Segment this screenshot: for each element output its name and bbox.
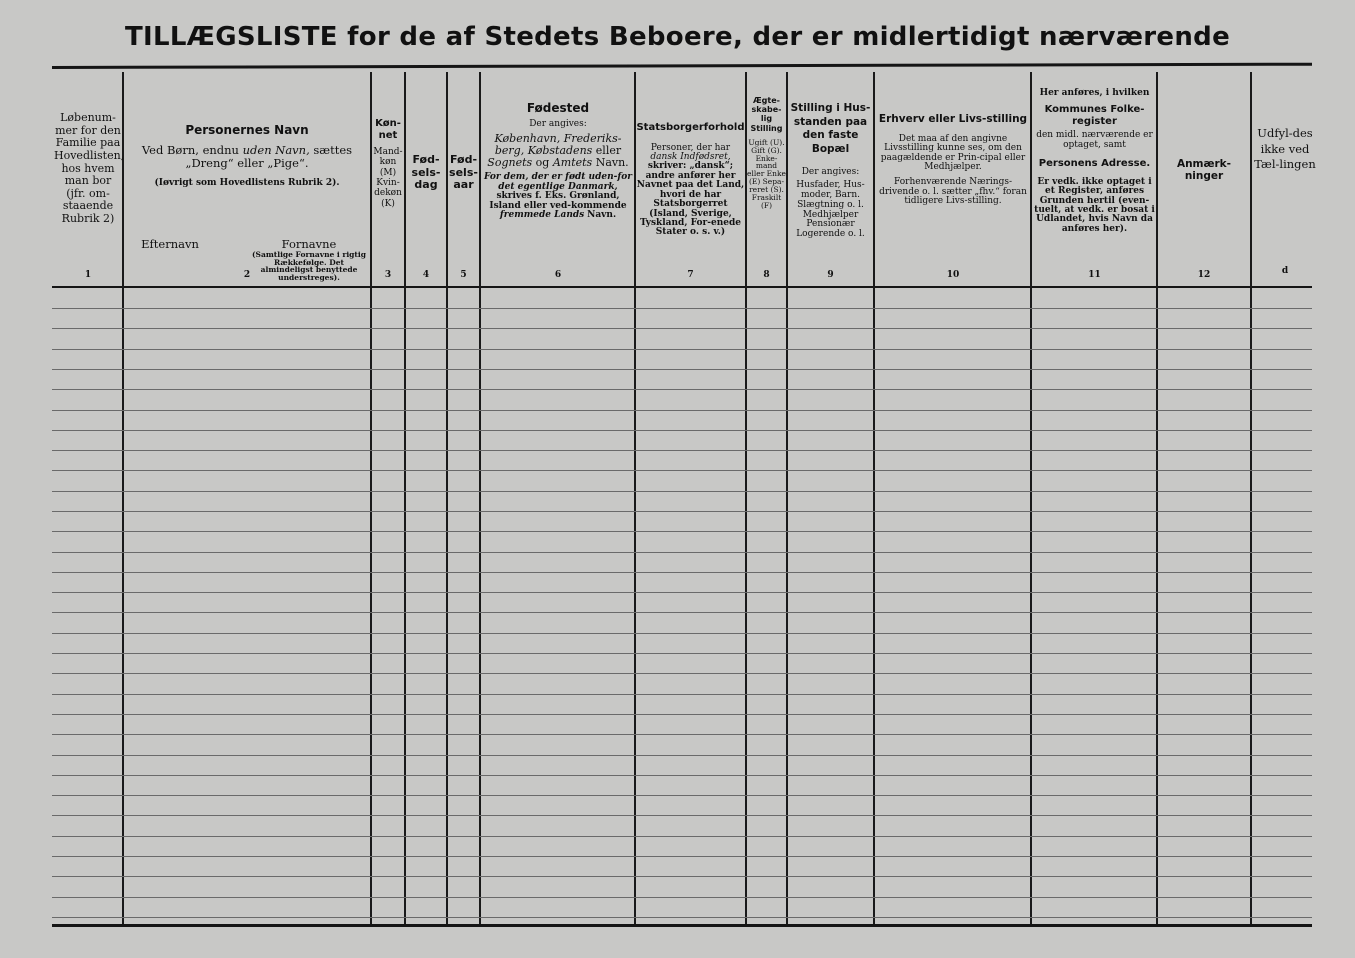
col6-line2: eller [595, 144, 622, 158]
col10-text2: Forhenværende Nærings-drivende o. l. sætter „fhv.“ foran tidligere Livs-stilling. [879, 177, 1027, 207]
column-divider [1030, 72, 1032, 924]
col6-line6: Navn. [587, 210, 617, 221]
col5-header [448, 154, 479, 360]
table-row [52, 450, 1312, 451]
col6-line4-italic: For dem, der er født uden-for det egentlige Danmark, [484, 172, 632, 192]
col6-line3-italic2: Amtets [552, 156, 593, 170]
col2-text-a2: sættes „Dreng“ eller „Pige“. [185, 142, 353, 171]
col2-header [124, 124, 370, 330]
col7-number: 7 [687, 270, 694, 280]
table-row [52, 694, 1312, 695]
table-row [52, 612, 1312, 613]
col5-heading: Fød-sels-aar [449, 153, 478, 192]
col2-givennames-note: (Samtlige Fornavne i rigtig Rækkefølge. Det almindeligst benyttede understreges). [252, 250, 366, 282]
col11-number: 11 [1088, 270, 1101, 280]
table-row [52, 552, 1312, 553]
table-row [52, 836, 1312, 837]
col7-text1: Personer, der har [650, 142, 731, 153]
col11-text1: den midl. nærværende er optaget, samt [1036, 130, 1153, 150]
table-row [52, 917, 1312, 918]
col6-line2-italic: København, Frederiks-berg, Købstadens [494, 132, 622, 158]
table-row [52, 673, 1312, 674]
col11-text2: Er vedk. ikke optaget i et Register, anføres Grunden hertil (even-tuelt, at vedk. er bosat i Udlandet, hvis Navn da anføres her). [1034, 176, 1155, 234]
col7-text1-italic: dansk Indfødsret, [650, 151, 731, 162]
col11-intro: Her anføres, i hvilken [1039, 88, 1150, 98]
col8-text: Ugift (U). Gift (G). Enke-mand eller Enke (E) Sepa-reret (S). Fraskilt (F) [747, 137, 786, 210]
table-row [52, 775, 1312, 776]
col2-number: 2 [243, 270, 251, 280]
table-row [52, 653, 1312, 654]
col3-heading: Køn-net [375, 118, 401, 141]
col-d-text: Udfyl-des ikke ved Tæl-lingen [1254, 126, 1316, 172]
col6-number: 6 [554, 270, 562, 280]
column-divider [479, 72, 481, 924]
col9-text: Husfader, Hus-moder, Barn. Slægtning o. l. Medhjælper Pensionær Logerende o. l. [796, 179, 865, 240]
table-row [52, 328, 1312, 329]
col12-number: 12 [1197, 270, 1211, 280]
bottom-rule [52, 924, 1312, 927]
col8-number: 8 [763, 270, 770, 280]
table-row [52, 491, 1312, 492]
col10-text1: Det maa af den angivne Livsstilling kunne ses, om den paagældende er Prin-cipal eller Medhjælper. [880, 133, 1026, 172]
col10-number: 10 [946, 270, 960, 280]
table-row [52, 714, 1312, 715]
table-row [52, 572, 1312, 573]
col7-text2: skriver: „dansk“; andre anfører her Navnet paa det Land, hvori de har Statsborgerret (Island, Sverige, Tyskland, For-enede Stater o. s. v.) [636, 161, 745, 238]
table-row [52, 795, 1312, 796]
col11-header [1033, 88, 1156, 294]
table-row [52, 755, 1312, 756]
table-row [52, 369, 1312, 370]
table-row [52, 389, 1312, 390]
col11-heading2: Personens Adresse. [1038, 158, 1151, 170]
column-divider [873, 72, 875, 924]
col6-line5-italic: fremmede Lands [499, 210, 585, 221]
col2-givennames-label: Fornavne [281, 237, 337, 251]
col2-heading: Personernes Navn [185, 123, 309, 137]
col-d-number: d [1281, 266, 1289, 276]
table-row [52, 633, 1312, 634]
col2-note: (Iøvrigt som Hovedlistens Rubrik 2). [154, 178, 340, 189]
col10-header [876, 112, 1030, 318]
col2-text-a: Ved Børn, endnu [141, 142, 239, 157]
col12-heading: Anmærk-ninger [1176, 158, 1232, 183]
col6-line3: og [535, 156, 550, 170]
top-rule [52, 63, 1312, 69]
col1-number: 1 [84, 270, 92, 280]
col3-number: 3 [384, 270, 392, 280]
table-row [52, 349, 1312, 350]
col3-text: Mand-køn (M) Kvin-dekøn (K) [373, 147, 403, 209]
col2-givennames [250, 237, 368, 282]
col12-header [1158, 158, 1250, 364]
table-row [52, 734, 1312, 735]
table-row [52, 531, 1312, 532]
page-title: TILLÆGSLISTE for de af Stedets Beboere, der er midlertidigt nærværende [124, 22, 1231, 52]
col1-header [54, 111, 125, 318]
table-row [52, 470, 1312, 471]
col10-heading: Erhverv eller Livs-stilling [878, 113, 1028, 125]
col-d-header [1252, 126, 1318, 332]
table-row [52, 308, 1312, 309]
col4-number: 4 [422, 270, 430, 280]
table-row [52, 856, 1312, 857]
col11-heading: Kommunes Folke-register [1044, 104, 1145, 127]
col4-header [406, 154, 446, 360]
col6-line5: skrives f. Eks. Grønland, Island eller ved-kommende [489, 191, 627, 211]
col6-line3b: Navn. [595, 156, 629, 170]
table-row [52, 410, 1312, 411]
col9-heading: Stilling i Hus-standen paa den faste Bopæl [790, 102, 871, 155]
table-row [52, 897, 1312, 898]
col5-number: 5 [460, 270, 467, 280]
col8-heading: Ægte-skabe-lig Stilling [750, 96, 783, 133]
col7-heading: Statsborgerforhold [636, 122, 745, 133]
col6-line1: Der angives: [529, 118, 587, 129]
col2-surname-label: Efternavn [141, 237, 199, 251]
col9-line1: Der angives: [801, 166, 860, 177]
col6-line3-italic: Sognets [487, 156, 533, 170]
table-row [52, 511, 1312, 512]
col7-header [636, 122, 745, 328]
table-row [52, 815, 1312, 816]
col4-heading: Fød-sels-dag [411, 153, 441, 192]
col1-text: Løbenum-mer for den Familie paa Hovedlisten, hos hvem man bor (jfr. om-staaende Rubrik 2) [54, 111, 125, 226]
table-row [52, 592, 1312, 593]
col3-header [372, 118, 404, 324]
table-row [52, 430, 1312, 431]
table-row [52, 876, 1312, 877]
col9-number: 9 [827, 270, 834, 280]
col6-heading: Fødested [526, 101, 590, 115]
col2-text-a-italic: uden Navn, [242, 142, 310, 157]
